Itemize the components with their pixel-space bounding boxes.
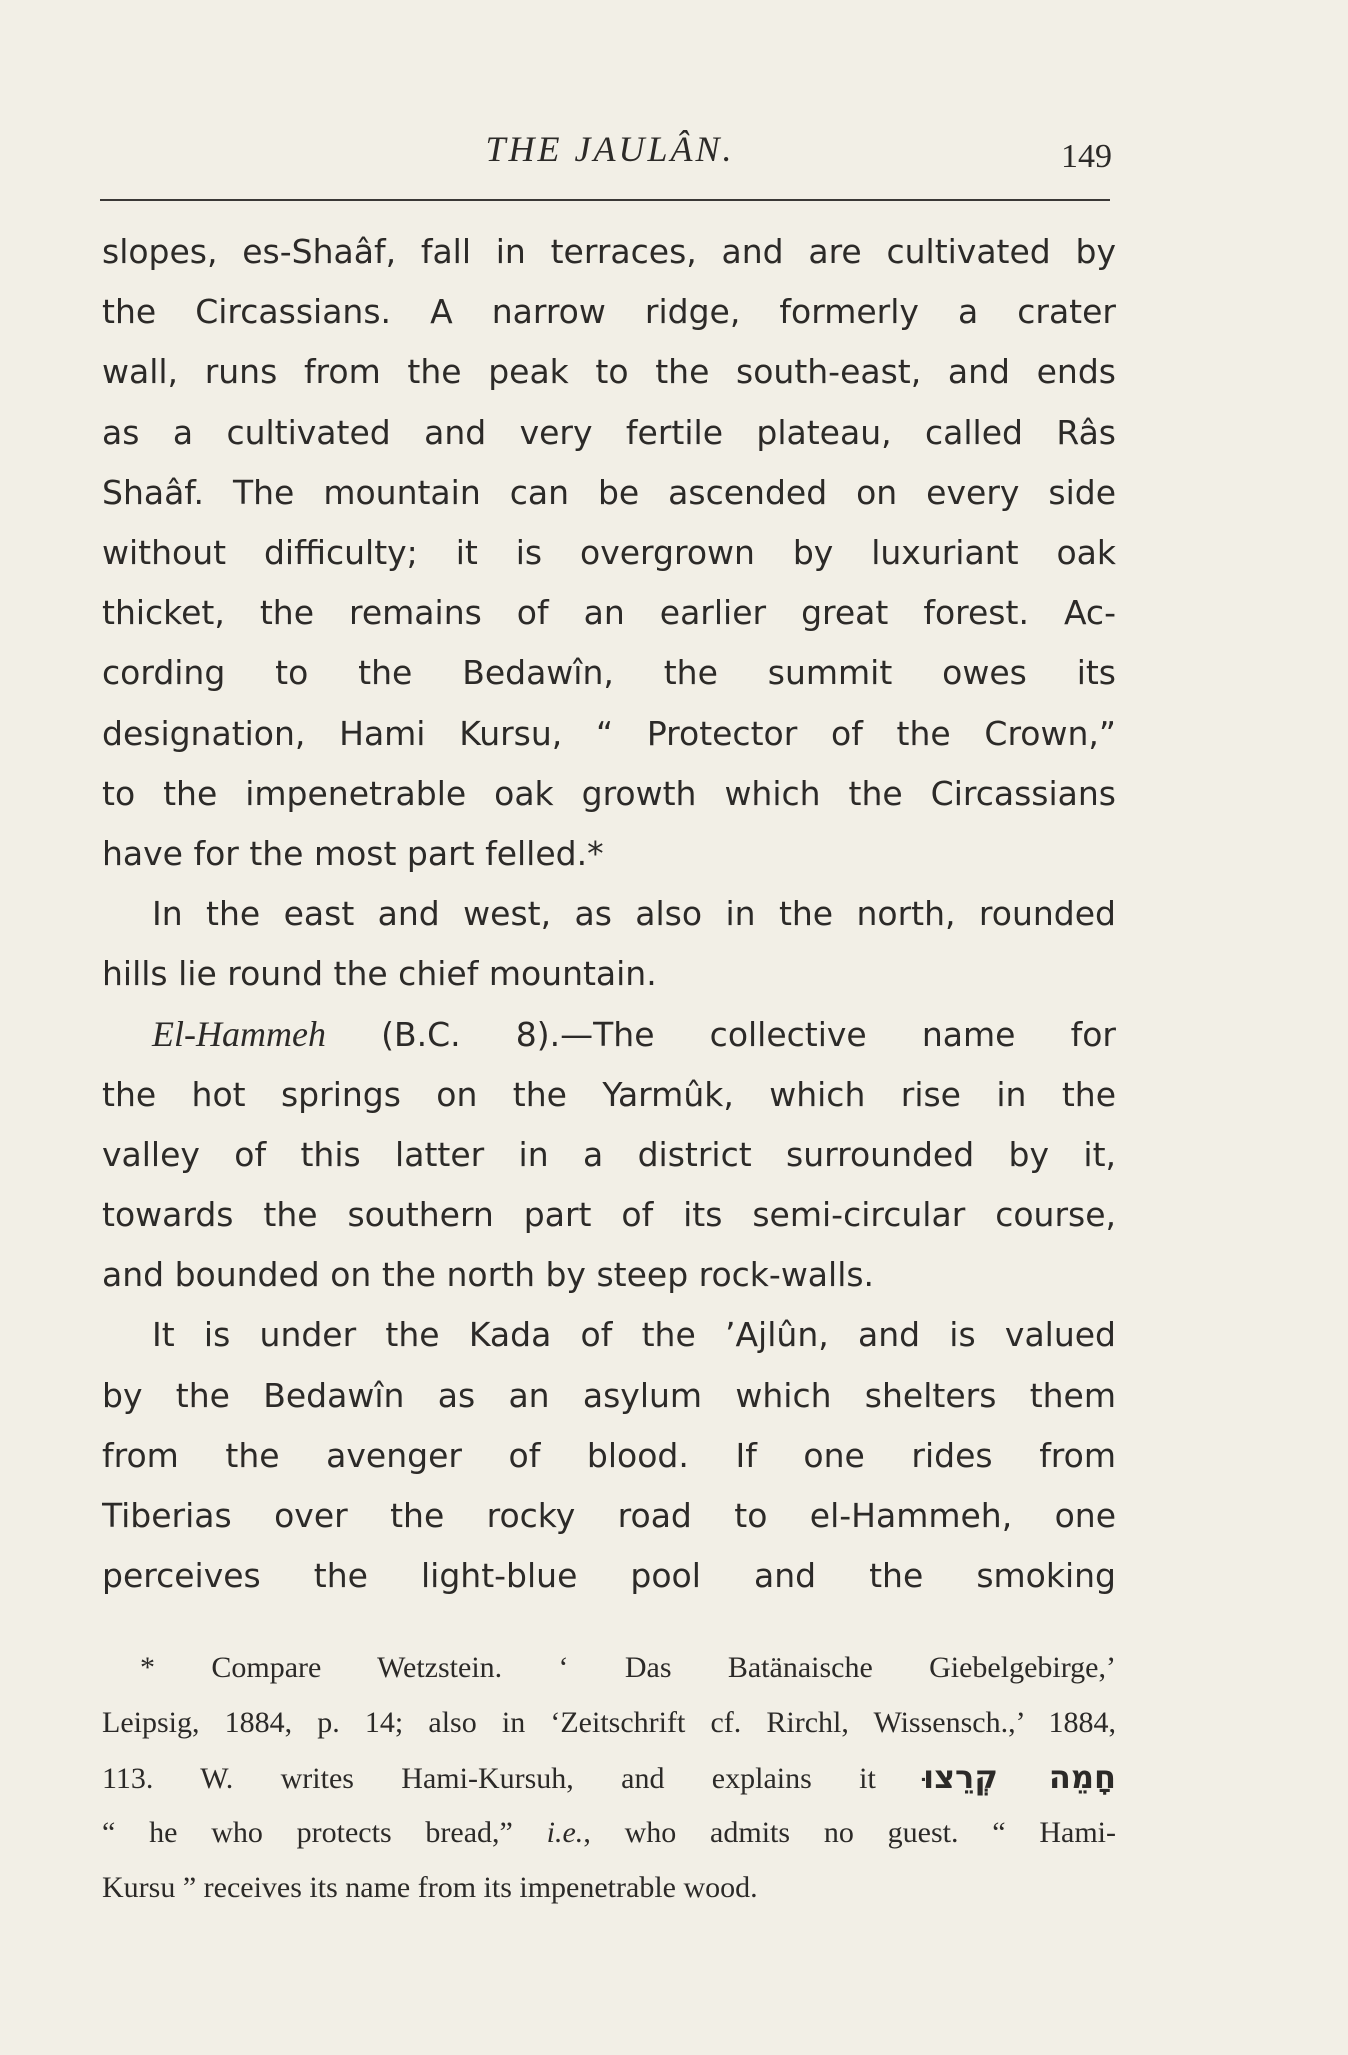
text-line: perceives the light-blue pool and the smoking xyxy=(102,1556,1116,1596)
body-text xyxy=(102,222,1116,1606)
footnote-text: , who admits no guest. “ Hami- xyxy=(583,1816,1116,1849)
text-line: wall, runs from the peak to the south-east, and ends xyxy=(102,352,1116,392)
text-line xyxy=(102,1004,1116,1064)
text-line: the Circassians. A narrow ridge, formerly a crater xyxy=(102,292,1116,332)
text-line: valley of this latter in a district surrounded by it, xyxy=(102,1134,1116,1174)
footnote-line xyxy=(102,1805,1116,1860)
text-line: have for the most part felled.* xyxy=(102,833,604,873)
footnote-line xyxy=(102,1750,1116,1805)
text-line: slopes, es-Shaâf, fall in terraces, and are cultivated by xyxy=(102,232,1116,271)
text-line: designation, Hami Kursu, “ Protector of the Crown,” xyxy=(102,713,1116,753)
text-line: hills lie round the chief mountain. xyxy=(102,954,657,994)
footnote-text: 113. W. writes Hami-Kursuh, and explains it xyxy=(102,1762,876,1795)
text-line: cording to the Bedawîn, the summit owes its xyxy=(102,653,1116,693)
text-line: Shaâf. The mountain can be ascended on every side xyxy=(102,472,1116,512)
header-rule xyxy=(100,199,1110,201)
text-line: to the impenetrable oak growth which the Circassians xyxy=(102,773,1116,813)
section-heading-rest: (B.C. 8).—The collective name for xyxy=(325,1015,1116,1055)
hebrew-text: חָמֵה קְרֵצוּ xyxy=(923,1758,1116,1796)
footnote-line: Kursu ” receives its name from its impenetrable wood. xyxy=(102,1871,758,1904)
section-heading: El-Hammeh xyxy=(152,1014,326,1055)
text-line: In the east and west, as also in the north, rounded xyxy=(152,894,1116,934)
text-line: towards the southern part of its semi-circular course, xyxy=(102,1195,1116,1234)
text-line: the hot springs on the Yarmûk, which rise in the xyxy=(102,1074,1116,1114)
text-line: Tiberias over the rocky road to el-Hammeh, one xyxy=(102,1495,1116,1535)
footnote-italic: i.e. xyxy=(546,1816,584,1849)
text-line: by the Bedawîn as an asylum which shelters them xyxy=(102,1375,1116,1415)
page-number: 149 xyxy=(1061,138,1112,175)
text-line: It is under the Kada of the ’Ajlûn, and is valued xyxy=(152,1315,1116,1355)
footnote-line: Leipsig, 1884, p. 14; also in ‘Zeitschrift cf. Rirchl, Wissensch.,’ 1884, xyxy=(102,1706,1116,1739)
running-title: THE JAULÂN. xyxy=(485,129,735,169)
text-line: and bounded on the north by steep rock-walls. xyxy=(102,1255,875,1295)
footnote-line: * Compare Wetzstein. ‘ Das Batänaische Giebelgebirge,’ xyxy=(140,1651,1116,1684)
footnote xyxy=(102,1640,1116,1915)
text-line: as a cultivated and very fertile plateau, called Râs xyxy=(102,412,1116,452)
footnote-text: “ he who protects bread,” xyxy=(102,1816,547,1849)
running-head xyxy=(100,128,1120,188)
text-line: thicket, the remains of an earlier great forest. Ac- xyxy=(102,593,1116,633)
text-line: without difficulty; it is overgrown by luxuriant oak xyxy=(102,532,1116,572)
text-line: from the avenger of blood. If one rides from xyxy=(102,1435,1116,1475)
